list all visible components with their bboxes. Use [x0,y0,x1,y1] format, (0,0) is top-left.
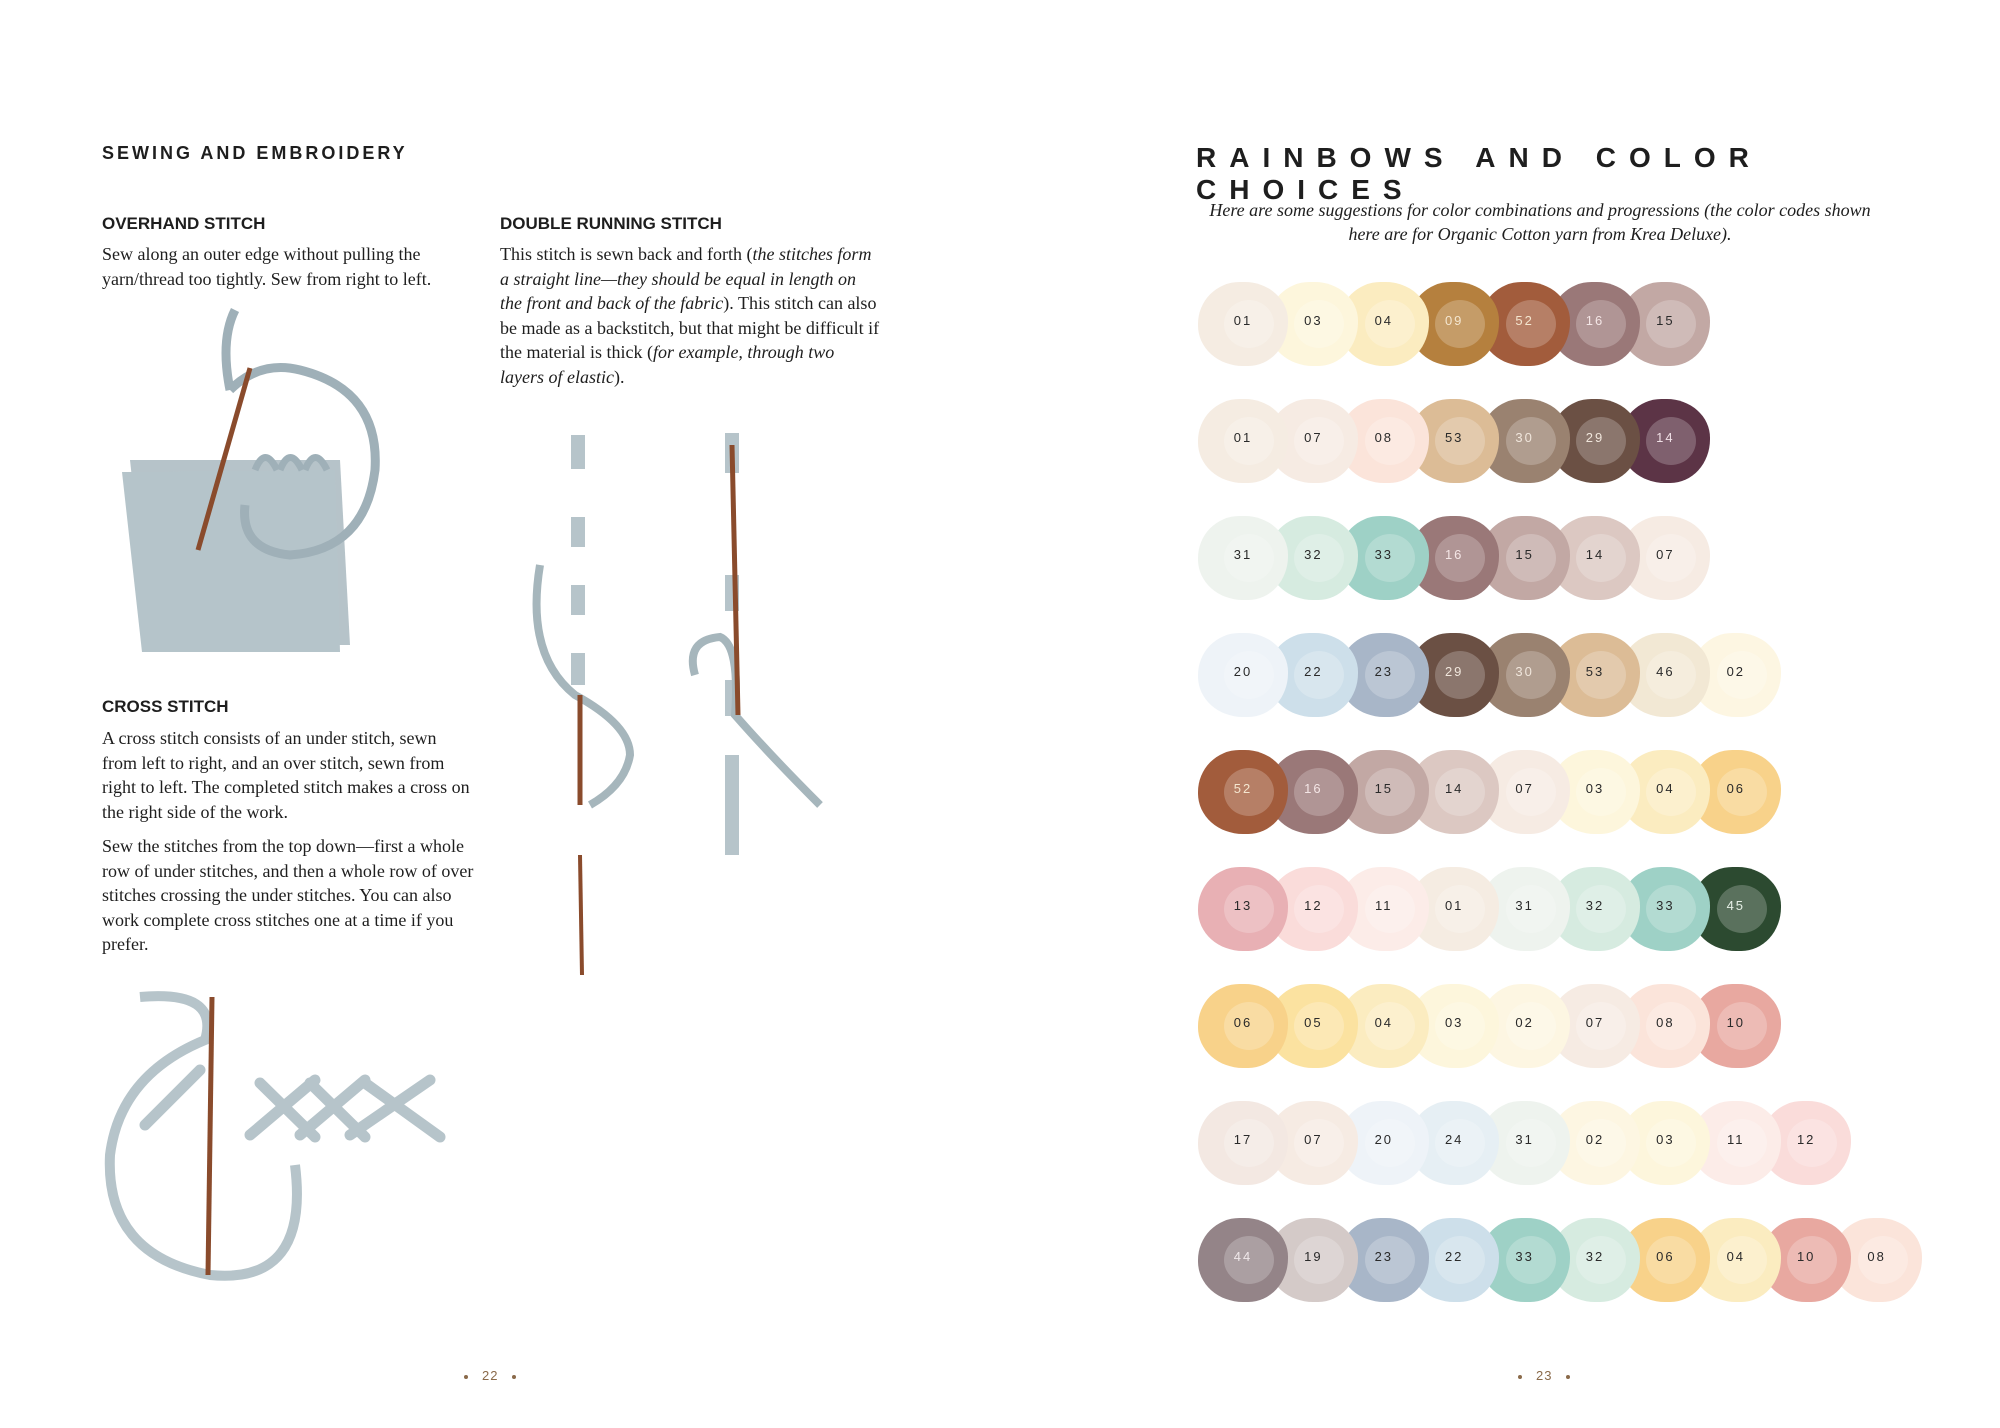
swatch-code: 06 [1233,1015,1253,1030]
double-running-stitch-heading: DOUBLE RUNNING STITCH [500,214,722,233]
swatch-code: 24 [1444,1132,1464,1147]
swatch-code: 31 [1515,1132,1534,1147]
color-swatch [1198,282,1288,366]
swatch-row [1198,282,1978,372]
swatch-code: 06 [1656,1249,1675,1264]
right-page-number [1504,1368,1584,1383]
left-page-number-text: 22 [482,1368,499,1383]
swatch-code: 32 [1585,898,1605,913]
swatch-code: 10 [1726,1015,1746,1030]
swatch-code: 04 [1656,781,1675,796]
swatch-code: 03 [1656,1132,1675,1147]
swatch-code: 45 [1726,898,1746,913]
color-swatch [1198,867,1288,951]
swatch-code: 22 [1444,1249,1464,1264]
swatch-row [1198,633,1978,723]
swatch-code: 23 [1374,664,1394,679]
swatch-code: 17 [1233,1132,1253,1147]
swatch-code: 29 [1585,430,1605,445]
swatch-code: 03 [1585,781,1605,796]
page-dot-left-1 [464,1375,468,1379]
swatch-code: 04 [1374,313,1394,328]
overhand-stitch-paragraph: Sew along an outer edge without pulling the yarn/thread too tightly. Sew from right to left. [102,244,432,289]
page-dot-right-2 [1566,1375,1570,1379]
color-swatch [1198,750,1288,834]
swatch-code: 14 [1444,781,1464,796]
cross-stitch-text [102,726,474,967]
swatch-code: 11 [1727,1132,1745,1147]
color-swatch [1198,1218,1288,1302]
swatch-row [1198,867,1978,957]
double-running-paragraph [500,242,880,389]
swatch-code: 02 [1726,664,1746,679]
swatch-code: 06 [1726,781,1746,796]
drs-text-1: This stitch is sewn back and forth ( [500,244,753,264]
overhand-stitch-illustration [110,300,410,660]
color-swatch [1198,399,1288,483]
swatch-code: 07 [1585,1015,1605,1030]
drs-text-2: ). This stitch can also be made as a backstitch, but that might be difficult if the material is thick ( [500,293,880,362]
swatch-code: 31 [1233,547,1253,562]
swatch-code: 16 [1304,781,1323,796]
swatch-code: 33 [1656,898,1675,913]
drs-italic-1: the stitches form a straight line—they should be equal in length on the front and back of the fabric [500,244,872,313]
swatch-row [1198,399,1978,489]
color-swatch [1198,1101,1288,1185]
swatch-code: 07 [1515,781,1534,796]
swatch-code: 14 [1585,547,1605,562]
swatch-code: 03 [1444,1015,1464,1030]
swatch-code: 53 [1444,430,1464,445]
swatch-code: 30 [1515,664,1534,679]
swatch-code: 29 [1444,664,1464,679]
swatch-code: 08 [1656,1015,1675,1030]
swatch-code: 10 [1796,1249,1816,1264]
swatch-code: 15 [1374,781,1394,796]
swatch-code: 08 [1867,1249,1886,1264]
swatch-code: 20 [1374,1132,1394,1147]
rainbows-title: RAINBOWS AND COLOR CHOICES [1196,142,1762,205]
swatch-code: 02 [1515,1015,1534,1030]
swatch-code: 13 [1233,898,1253,913]
color-swatch [1198,516,1288,600]
page-dot-right-1 [1518,1375,1522,1379]
swatch-row [1198,984,1978,1074]
color-swatch [1198,984,1288,1068]
drs-italic-2: for example, through two layers of elastic [500,342,835,387]
swatch-code: 30 [1515,430,1534,445]
swatch-row [1198,1218,1978,1308]
swatch-code: 15 [1656,313,1675,328]
section-title: SEWING AND EMBROIDERY [102,143,408,163]
swatch-code: 16 [1444,547,1464,562]
rainbows-intro: Here are some suggestions for color combinations and progressions (the color codes shown here are for Organic Cotton yarn from Krea Deluxe). [1209,200,1871,244]
swatch-code: 07 [1304,430,1323,445]
swatch-code: 52 [1233,781,1253,796]
cross-stitch-heading: CROSS STITCH [102,697,229,716]
swatch-code: 32 [1304,547,1323,562]
swatch-code: 22 [1304,664,1323,679]
overhand-stitch-text [102,242,480,301]
swatch-code: 03 [1304,313,1323,328]
swatch-code: 14 [1656,430,1675,445]
double-running-stitch-text [500,242,880,399]
overhand-stitch-heading: OVERHAND STITCH [102,214,266,233]
swatch-code: 15 [1515,547,1534,562]
swatch-code: 12 [1304,898,1323,913]
swatch-code: 19 [1304,1249,1323,1264]
cross-stitch-illustration [100,985,460,1305]
swatch-code: 09 [1444,313,1464,328]
swatch-code: 11 [1375,898,1393,913]
cross-stitch-paragraph-1: A cross stitch consists of an under stitch, sewn from left to right, and an over stitch, sewn from right to left. The completed stitch makes a cross on the right side of the work. [102,728,470,822]
swatch-code: 20 [1233,664,1253,679]
swatch-code: 01 [1233,313,1253,328]
swatch-code: 08 [1374,430,1394,445]
swatch-code: 12 [1796,1132,1816,1147]
swatch-row [1198,750,1978,840]
swatch-code: 23 [1374,1249,1394,1264]
swatch-code: 46 [1656,664,1675,679]
left-page-number [450,1368,530,1383]
swatch-code: 32 [1585,1249,1605,1264]
swatch-code: 33 [1515,1249,1534,1264]
color-swatch [1198,633,1288,717]
swatch-code: 44 [1233,1249,1253,1264]
swatch-code: 04 [1726,1249,1746,1264]
swatch-code: 05 [1304,1015,1323,1030]
drs-text-3: ). [613,366,625,387]
swatch-code: 01 [1444,898,1464,913]
swatch-code: 16 [1585,313,1605,328]
swatch-code: 31 [1515,898,1534,913]
swatch-code: 33 [1374,547,1394,562]
swatch-code: 07 [1656,547,1675,562]
swatch-code: 01 [1233,430,1253,445]
swatch-row [1198,516,1978,606]
swatch-row [1198,1101,1978,1191]
swatch-code: 02 [1585,1132,1605,1147]
swatch-code: 04 [1374,1015,1394,1030]
swatch-code: 07 [1304,1132,1323,1147]
cross-stitch-paragraph-2: Sew the stitches from the top down—first a whole row of under stitches, and then a whole row of over stitches crossing the under stitches. You can also work complete cross stitches one at a time if you prefer. [102,836,474,954]
right-page-number-text: 23 [1536,1368,1553,1383]
double-running-stitch-illustration [520,425,840,985]
swatch-code: 53 [1585,664,1605,679]
swatch-code: 52 [1515,313,1534,328]
page-dot-left-2 [512,1375,516,1379]
